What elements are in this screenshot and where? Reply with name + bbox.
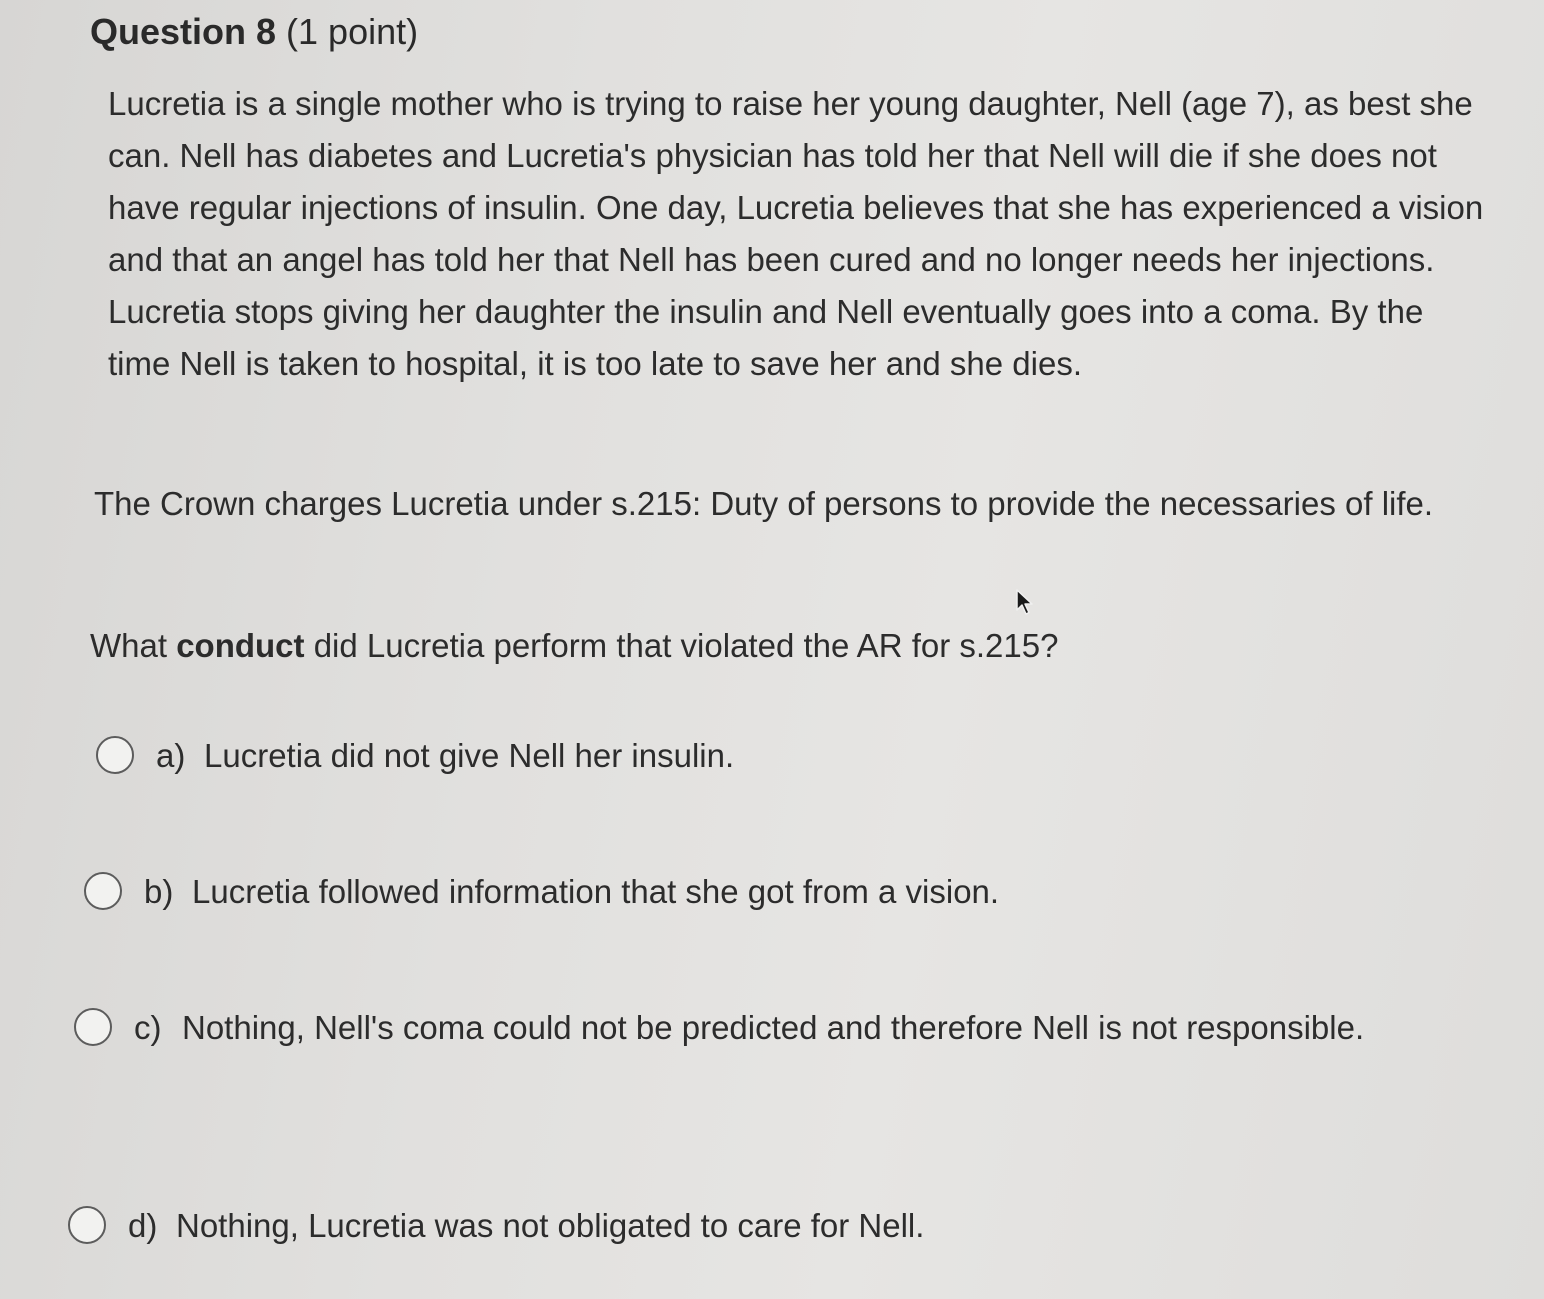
option-text[interactable]: Nothing, Nell's coma could not be predicted and therefore Nell is not responsible. [182,1009,1365,1046]
option-letter: d) [128,1207,158,1244]
charge-text: The Crown charges Lucretia under s.215: Duty of persons to provide the necessaries of life. [94,485,1434,522]
prompt-emphasis: conduct [176,627,305,664]
prompt-after: did Lucretia perform that violated the AR for s.215? [304,627,1059,664]
radio-unselected-icon[interactable] [96,736,134,774]
answer-option-c[interactable] [74,1002,1394,1054]
radio-unselected-icon[interactable] [74,1008,112,1046]
option-text[interactable]: Nothing, Lucretia was not obligated to care for Nell. [176,1207,925,1244]
option-letter: a) [156,737,186,774]
option-letter: b) [144,873,174,910]
option-text[interactable]: Lucretia followed information that she got from a vision. [192,873,1000,910]
answer-option-d[interactable] [68,1200,924,1252]
option-letter: c) [134,1009,162,1046]
answer-option-a[interactable] [96,730,734,782]
question-prompt [90,620,1490,672]
answer-option-b[interactable] [84,866,999,918]
question-points: (1 point) [286,11,419,52]
radio-unselected-icon[interactable] [84,872,122,910]
question-number: Question 8 [90,11,277,52]
prompt-before: What [90,627,177,664]
radio-unselected-icon[interactable] [68,1206,106,1244]
question-header [90,8,418,56]
mouse-pointer-icon [1014,588,1036,616]
scenario-text: Lucretia is a single mother who is trying to raise her young daughter, Nell (age 7), as best she can. Nell has diabetes and Lucretia's physician has told her that Nell will die if she does not have regular injections of insulin. One day, Lucretia believes that she has experienced a vision and that an angel has told her that Nell has been cured and no longer needs her injections. Lucretia stops giving her daughter the insulin and Nell eventually goes into a coma. By the time Nell is taken to hospital, it is too late to save her and she dies. [108,85,1484,382]
option-text[interactable]: Lucretia did not give Nell her insulin. [204,737,735,774]
